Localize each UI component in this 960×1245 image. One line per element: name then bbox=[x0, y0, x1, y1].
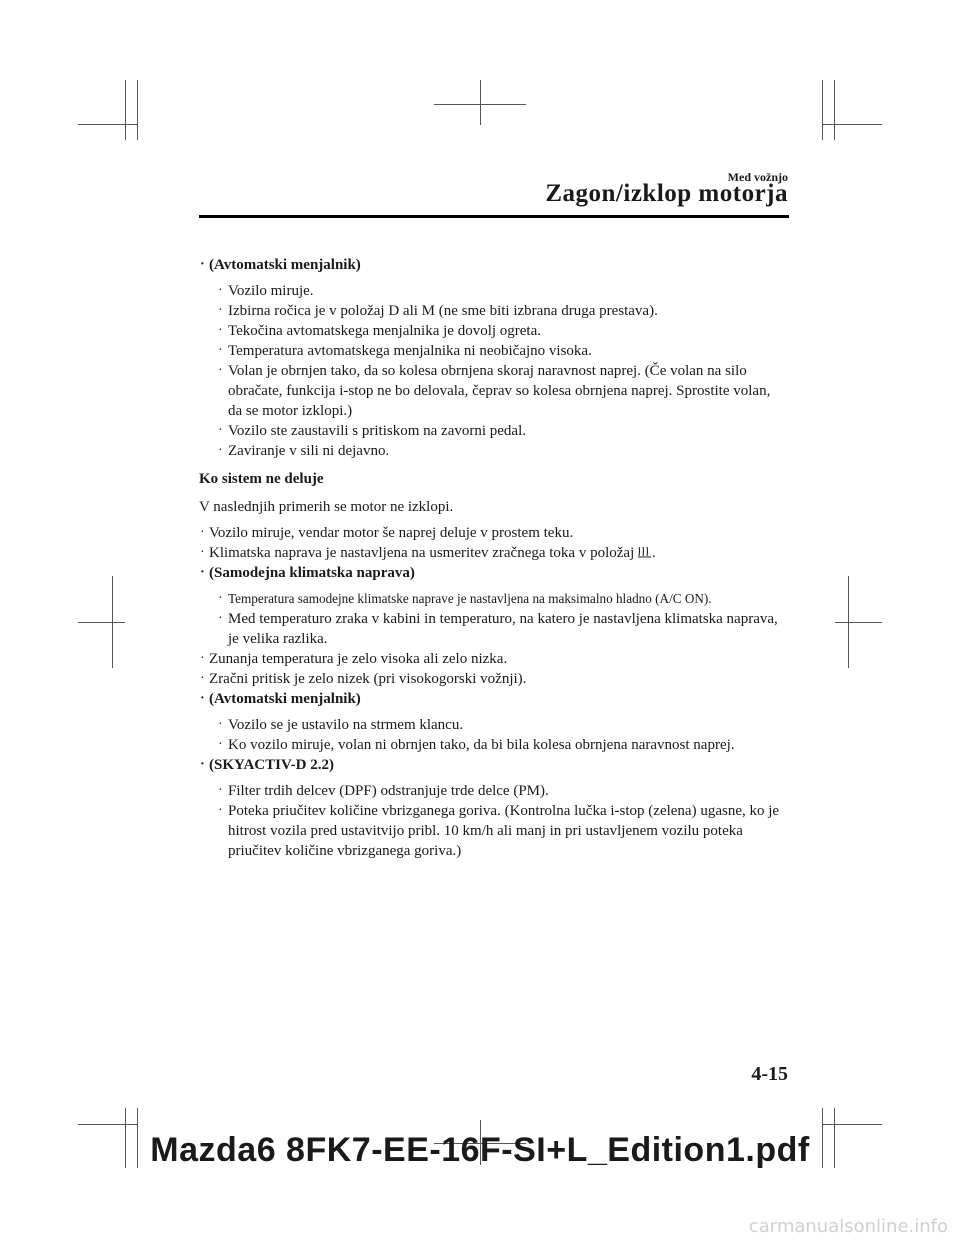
list-item: · Ko vozilo miruje, volan ni obrnjen tako, da bi bila kolesa obrnjena naravnost naprej. bbox=[218, 737, 735, 753]
list-item: · Vozilo se je ustavilo na strmem klancu. bbox=[218, 717, 464, 733]
list-item: · Med temperaturo zraka v kabini in temperaturo, na katero je nastavljena klimatska naprava, je velika razlika. bbox=[218, 611, 778, 647]
list-item: · Klimatska naprava je nastavljena na usmeritev zračnega toka v položaj . bbox=[200, 545, 656, 561]
list-item: · Zračni pritisk je zelo nizek (pri visokogorski vožnji). bbox=[200, 671, 527, 687]
list-item: · (Avtomatski menjalnik) bbox=[200, 691, 361, 707]
list-item: · Temperatura avtomatskega menjalnika ni neobičajno visoka. bbox=[218, 343, 592, 359]
list-item: · Filter trdih delcev (DPF) odstranjuje trde delce (PM). bbox=[218, 783, 549, 799]
intro-text: V naslednjih primerih se motor ne izklopi. bbox=[199, 499, 454, 515]
main-content bbox=[199, 255, 799, 861]
list-item: · Temperatura samodejne klimatske naprave je nastavljena na maksimalno hladno (A/C ON). bbox=[218, 591, 712, 606]
airflow-icon bbox=[638, 546, 652, 558]
list-item: · (Samodejna klimatska naprava) bbox=[200, 565, 415, 581]
list-item: · Vozilo ste zaustavili s pritiskom na zavorni pedal. bbox=[218, 423, 526, 439]
page-number: 4-15 bbox=[751, 1063, 788, 1085]
list-item: · Poteka priučitev količine vbrizganega goriva. (Kontrolna lučka i-stop (zelena) ugasne, ko je hitrost vozila pred ustavitvijo pribl. 10 km/h ali manj in pri ustavljenem vozilu poteka priučitev količine vbrizganega goriva.) bbox=[218, 803, 780, 859]
section-heading: Ko sistem ne deluje bbox=[199, 471, 324, 487]
list-item: · Tekočina avtomatskega menjalnika je dovolj ogreta. bbox=[218, 323, 542, 339]
list-item: · Zaviranje v sili ni dejavno. bbox=[218, 443, 390, 459]
list-item: · (Avtomatski menjalnik) bbox=[200, 257, 361, 273]
list-item: · Volan je obrnjen tako, da so kolesa obrnjena skoraj naravnost naprej. (Če volan na silo obračate, funkcija i-stop ne bo delovala, čeprav so kolesa obrnjena naprej. Sprostite volan, da se motor izklopi.) bbox=[218, 363, 771, 419]
header-rule bbox=[199, 215, 789, 218]
document-filename: Mazda6 8FK7-EE-16F-SI+L_Edition1.pdf bbox=[150, 1131, 810, 1169]
list-item: · (SKYACTIV-D 2.2) bbox=[200, 757, 335, 773]
list-item: · Vozilo miruje. bbox=[218, 283, 314, 299]
list-item: · Vozilo miruje, vendar motor še naprej deluje v prostem teku. bbox=[200, 525, 574, 541]
list-item: · Izbirna ročica je v položaj D ali M (ne sme biti izbrana druga prestava). bbox=[218, 303, 658, 319]
watermark: carmanualsonline.info bbox=[748, 1216, 948, 1237]
page-title: Zagon/izklop motorja bbox=[545, 180, 788, 207]
section-label: Med vožnjo bbox=[727, 170, 788, 184]
list-item: · Zunanja temperatura je zelo visoka ali zelo nizka. bbox=[200, 651, 508, 667]
